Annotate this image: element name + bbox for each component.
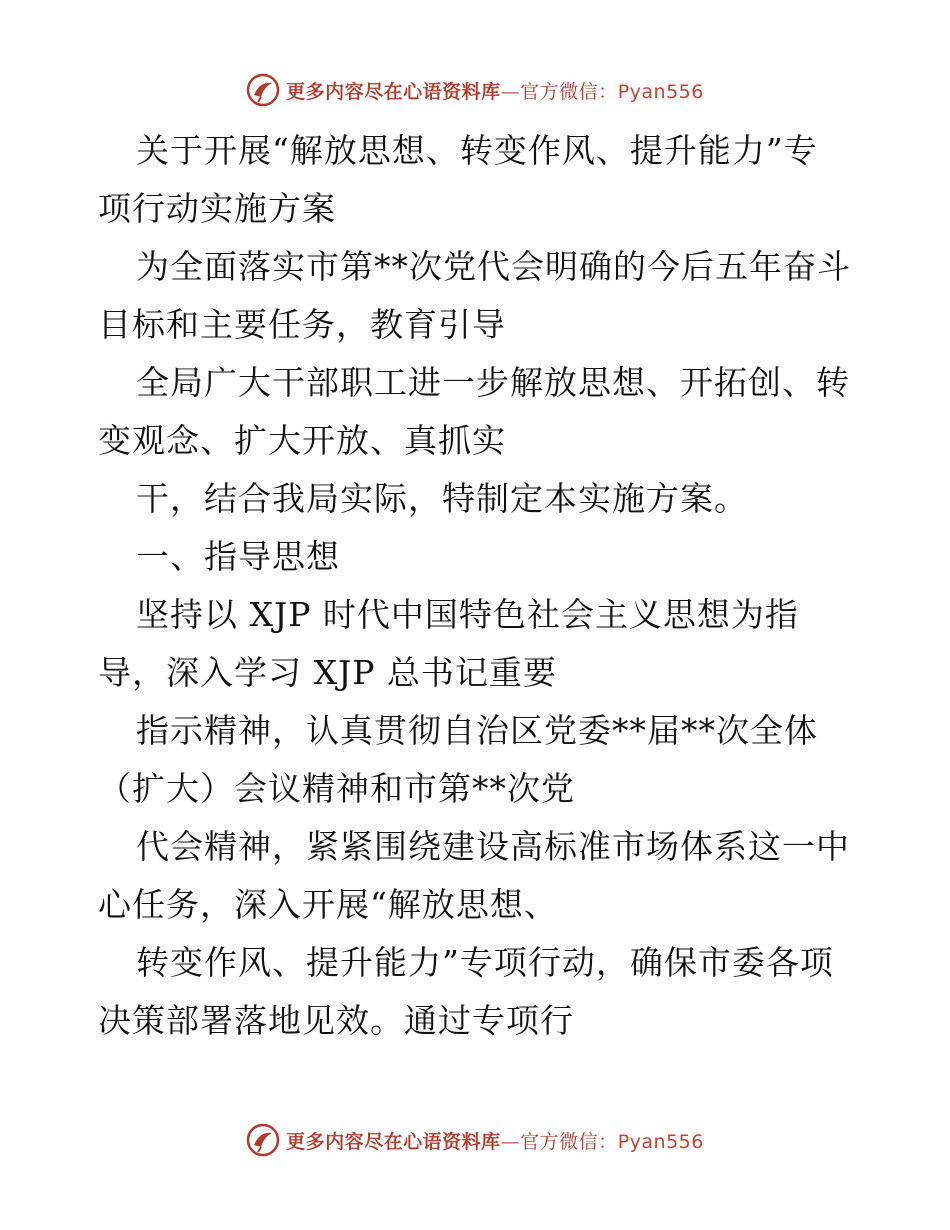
watermark-id: Pyan556 [617,80,704,103]
document-body [98,122,858,1050]
watermark-logo-icon [246,1123,280,1157]
section-heading: 一、指导思想 [136,537,340,576]
text-line-14: 心任务，深入开展“解放思想、 [98,885,558,924]
text-line-5: 全局广大干部职工进一步解放思想、开拓创、转 [136,363,850,402]
text-line-11: 指示精神，认真贯彻自治区党委**届**次全体 [136,711,818,750]
watermark-sub: 官方微信： [520,80,618,103]
watermark-logo-icon [246,73,280,107]
text-line-9: 坚持以 XJP 时代中国特色社会主义思想为指 [136,595,799,634]
text-line-6: 变观念、扩大开放、真抓实 [98,421,506,460]
text-line-1: 关于开展“解放思想、转变作风、提升能力”专 [136,131,818,170]
text-line-12: （扩大）会议精神和市第**次党 [98,769,575,808]
header-watermark [0,70,950,110]
watermark-main: 更多内容尽在心语资料库 [286,80,501,103]
text-line-7: 干，结合我局实际，特制定本实施方案。 [136,479,748,518]
text-line-3: 为全面落实市第**次党代会明确的今后五年奋斗 [136,247,851,286]
text-line-10: 导，深入学习 XJP 总书记重要 [98,653,557,692]
text-line-4: 目标和主要任务，教育引导 [98,305,506,344]
text-line-16: 决策部署落地见效。通过专项行 [98,1001,574,1040]
watermark-id: Pyan556 [617,1130,704,1153]
watermark-text [286,1127,704,1154]
text-line-2: 项行动实施方案 [98,189,336,228]
text-line-13: 代会精神，紧紧围绕建设高标准市场体系这一中 [136,827,850,866]
watermark-main: 更多内容尽在心语资料库 [286,1130,501,1153]
text-line-15: 转变作风、提升能力”专项行动，确保市委各项 [136,943,834,982]
watermark-dash: — [500,80,521,103]
watermark-sub: 官方微信： [520,1130,618,1153]
watermark-dash: — [500,1130,521,1153]
footer-watermark [0,1120,950,1160]
watermark-text [286,77,704,104]
